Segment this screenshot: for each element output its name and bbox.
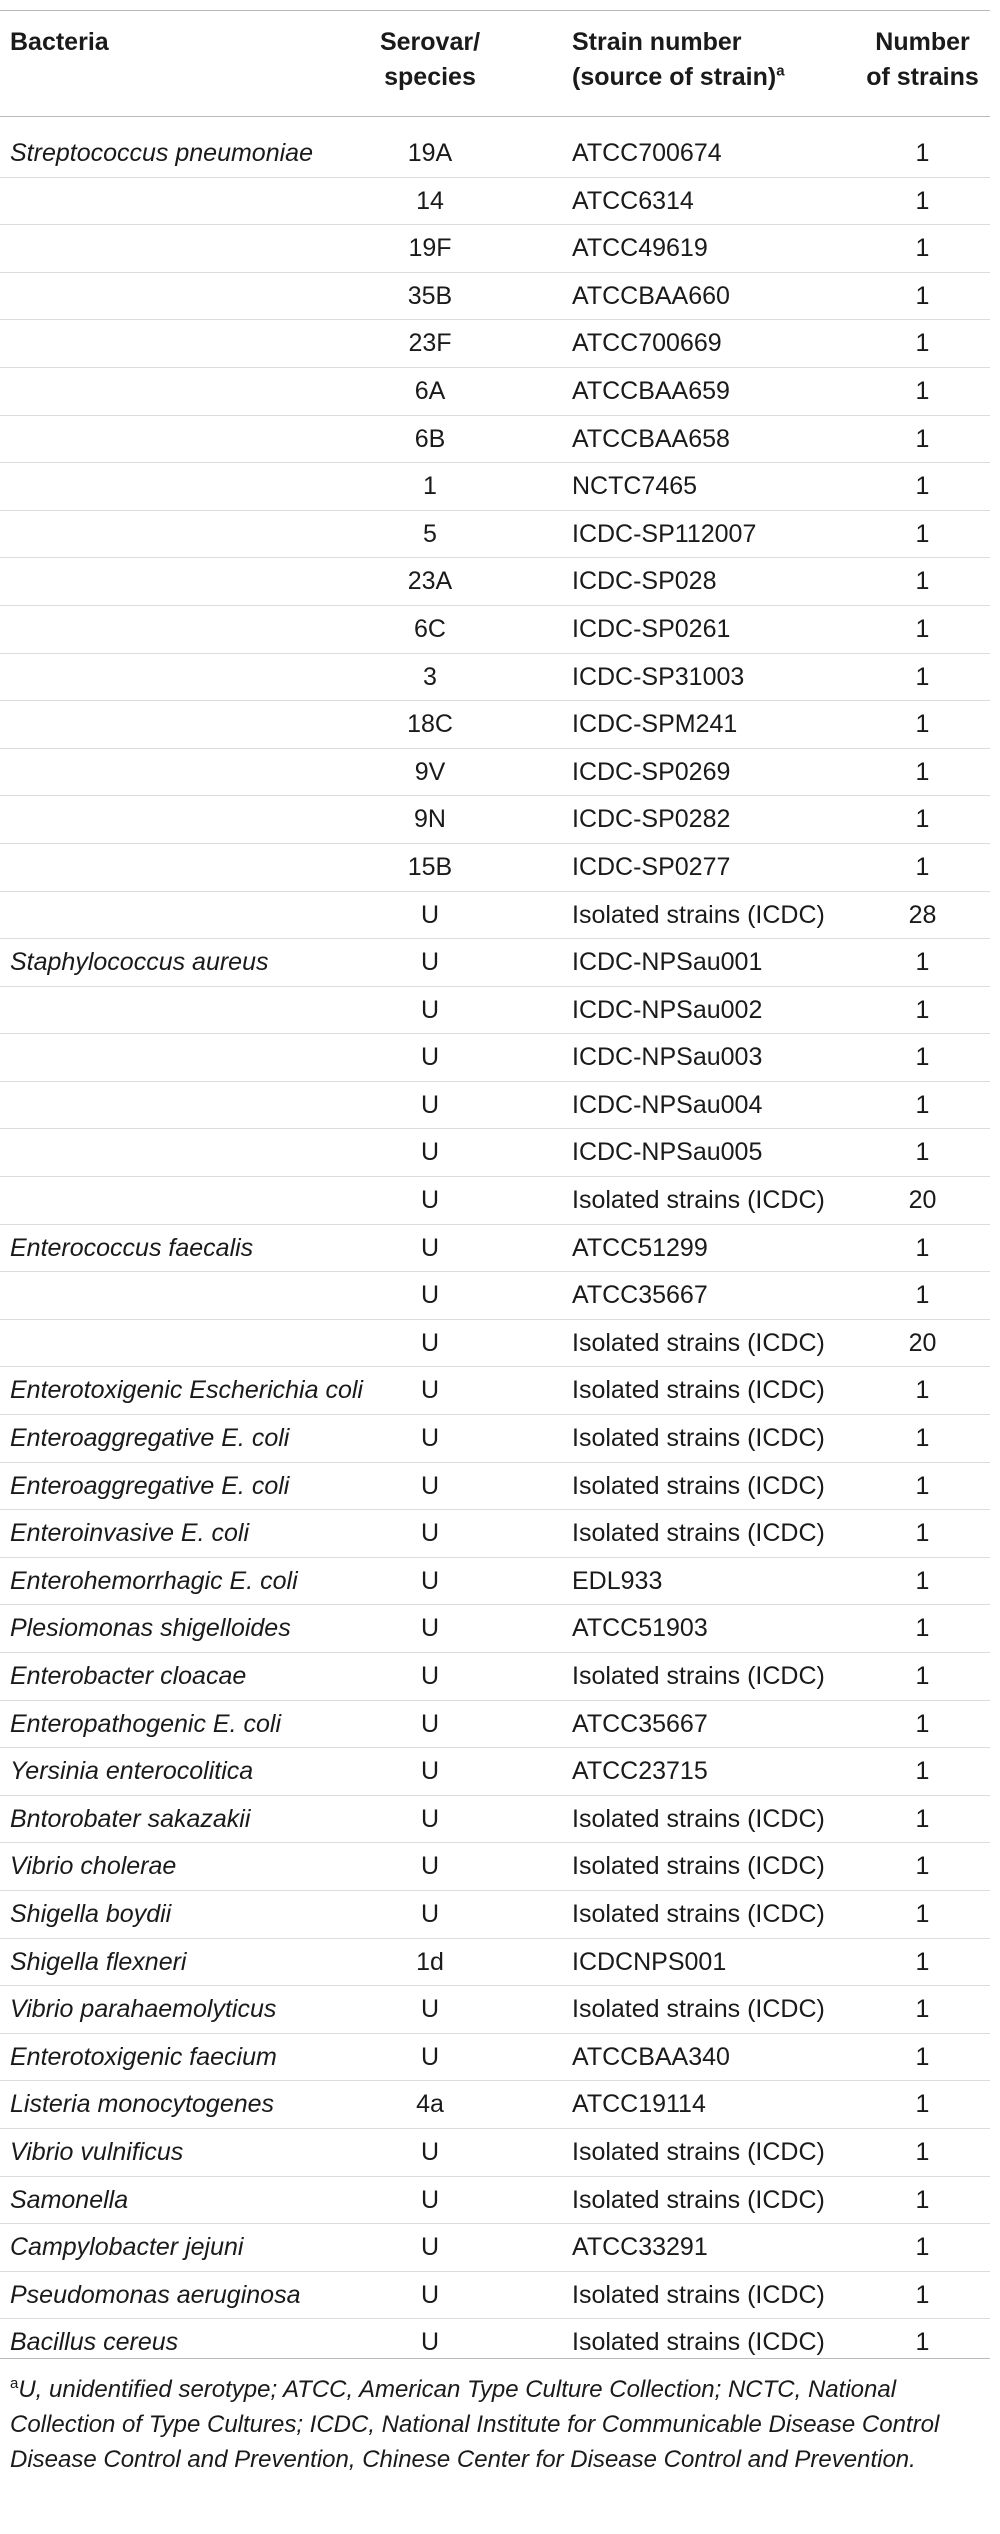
cell-serovar: U — [420, 1995, 440, 2024]
cell-number-of-strains: 1 — [915, 757, 930, 786]
cell-serovar: U — [420, 2233, 440, 2262]
cell-strain-number: ICDC-SP028 — [572, 567, 717, 596]
table-top-rule — [0, 10, 990, 11]
table-row — [0, 701, 1000, 749]
cell-strain-number: ICDC-SP31003 — [572, 662, 745, 691]
header-serovar-line2: species — [384, 63, 476, 91]
cell-number-of-strains: 1 — [915, 139, 930, 167]
cell-strain-number: ATCCBAA658 — [572, 424, 730, 453]
cell-strain-number: ICDC-SP0261 — [572, 614, 731, 643]
cell-strain-number: Isolated strains (ICDC) — [572, 1804, 825, 1833]
cell-serovar: 1 — [423, 472, 437, 501]
cell-strain-number: ATCC19114 — [572, 2090, 706, 2119]
cell-number-of-strains: 1 — [915, 2090, 930, 2119]
cell-serovar: U — [420, 2185, 440, 2214]
cell-serovar: U — [420, 1471, 440, 1500]
cell-serovar: U — [420, 1233, 440, 1262]
table-row — [0, 2319, 1000, 2367]
cell-number-of-strains: 1 — [915, 1995, 930, 2024]
table-row — [0, 558, 1000, 606]
cell-serovar: U — [420, 1566, 440, 1595]
cell-strain-number: ICDC-SP0269 — [572, 757, 731, 786]
table-row — [0, 1701, 1000, 1749]
cell-serovar: 6C — [414, 614, 446, 643]
cell-strain-number: ICDC-SP0277 — [572, 852, 731, 881]
cell-strain-number: ATCC51903 — [572, 1614, 708, 1643]
cell-bacteria: Enterotoxigenic Escherichia coli — [10, 1376, 363, 1405]
cell-bacteria: Enterobacter cloacae — [10, 1662, 247, 1690]
cell-bacteria: Enterotoxigenic faecium — [10, 2042, 277, 2071]
cell-number-of-strains: 1 — [915, 1804, 930, 1833]
cell-strain-number: Isolated strains (ICDC) — [572, 1852, 825, 1881]
cell-bacteria: Staphylococcus aureus — [10, 948, 269, 977]
cell-bacteria: Streptococcus pneumoniae — [10, 139, 313, 167]
cell-serovar: 23A — [407, 567, 453, 596]
cell-number-of-strains: 1 — [915, 234, 930, 263]
cell-number-of-strains: 1 — [915, 1424, 930, 1453]
table-row — [0, 892, 1000, 940]
cell-number-of-strains: 1 — [915, 614, 930, 643]
table-row — [0, 1939, 1000, 1987]
cell-number-of-strains: 1 — [915, 2233, 930, 2262]
cell-bacteria: Shigella boydii — [10, 1899, 172, 1928]
cell-strain-number: Isolated strains (ICDC) — [572, 1519, 825, 1548]
cell-number-of-strains: 1 — [915, 1709, 930, 1738]
cell-serovar: U — [420, 1138, 440, 1167]
cell-strain-number: ICDC-NPSau005 — [572, 1138, 763, 1167]
cell-bacteria: Vibrio parahaemolyticus — [10, 1995, 277, 2024]
table-row — [0, 416, 1000, 464]
cell-bacteria: Pseudomonas aeruginosa — [10, 2280, 301, 2309]
cell-serovar: 1d — [416, 1947, 444, 1976]
cell-bacteria: Campylobacter jejuni — [10, 2233, 244, 2262]
table-row — [0, 1891, 1000, 1939]
table-row — [0, 1129, 1000, 1177]
header-bacteria — [10, 25, 109, 60]
cell-number-of-strains: 1 — [915, 2280, 930, 2309]
cell-strain-number: Isolated strains (ICDC) — [572, 2328, 825, 2357]
cell-bacteria: Bacillus cereus — [10, 2328, 179, 2357]
cell-serovar: 19A — [407, 139, 453, 167]
header-number-line2: of strains — [866, 63, 979, 91]
table-row — [0, 796, 1000, 844]
cell-strain-number: ICDC-NPSau001 — [572, 948, 763, 977]
cell-number-of-strains: 1 — [915, 1233, 930, 1262]
cell-serovar: U — [420, 1614, 440, 1643]
cell-serovar: U — [420, 1757, 440, 1786]
cell-number-of-strains: 1 — [915, 1043, 930, 1072]
cell-bacteria: Enteroaggregative E. coli — [10, 1471, 290, 1500]
cell-strain-number: NCTC7465 — [572, 472, 698, 501]
table-row — [0, 1415, 1000, 1463]
cell-serovar: U — [420, 1424, 440, 1453]
cell-number-of-strains: 1 — [915, 2042, 930, 2071]
cell-number-of-strains: 1 — [915, 662, 930, 691]
table-row — [0, 2034, 1000, 2082]
cell-strain-number: Isolated strains (ICDC) — [572, 1376, 825, 1405]
cell-serovar: U — [420, 900, 440, 929]
table-row — [0, 511, 1000, 559]
cell-number-of-strains: 1 — [915, 1138, 930, 1167]
cell-number-of-strains: 1 — [915, 1566, 930, 1595]
cell-number-of-strains: 1 — [915, 948, 930, 977]
cell-strain-number: Isolated strains (ICDC) — [572, 2280, 825, 2309]
table-row — [0, 130, 1000, 178]
cell-bacteria: Enterococcus faecalis — [10, 1233, 254, 1262]
cell-serovar: U — [420, 1186, 440, 1215]
table-bottom-rule — [0, 2358, 990, 2359]
cell-number-of-strains: 1 — [915, 1519, 930, 1548]
table-row — [0, 1082, 1000, 1130]
cell-number-of-strains: 1 — [915, 1376, 930, 1405]
table-footnote — [10, 2372, 988, 2477]
cell-number-of-strains: 1 — [915, 567, 930, 596]
header-strain-line2-text: (source of strain) — [572, 63, 777, 91]
cell-strain-number: ATCC6314 — [572, 186, 694, 215]
table-row — [0, 939, 1000, 987]
table-row — [0, 1843, 1000, 1891]
table-row — [0, 368, 1000, 416]
cell-serovar: 15B — [407, 852, 453, 881]
table-row — [0, 1367, 1000, 1415]
table-body — [0, 130, 1000, 2367]
table-row — [0, 1177, 1000, 1225]
table-row — [0, 273, 1000, 321]
cell-number-of-strains: 1 — [915, 710, 930, 739]
cell-strain-number: ICDC-SPM241 — [572, 710, 738, 739]
cell-strain-number: Isolated strains (ICDC) — [572, 900, 825, 929]
header-strain-line1: Strain number — [572, 28, 742, 56]
table-row — [0, 844, 1000, 892]
cell-number-of-strains: 28 — [908, 900, 937, 929]
cell-serovar: U — [420, 2328, 440, 2357]
cell-strain-number: ICDC-SP112007 — [572, 519, 757, 548]
cell-strain-number: ATCCBAA340 — [572, 2042, 730, 2071]
table-row — [0, 1986, 1000, 2034]
cell-number-of-strains: 1 — [915, 329, 930, 358]
table-row — [0, 1463, 1000, 1511]
cell-number-of-strains: 1 — [915, 1947, 930, 1976]
cell-strain-number: EDL933 — [572, 1566, 663, 1595]
table-row — [0, 1796, 1000, 1844]
cell-bacteria: Shigella flexneri — [10, 1947, 187, 1976]
cell-serovar: 35B — [407, 281, 453, 310]
cell-strain-number: ATCCBAA660 — [572, 281, 730, 310]
cell-serovar: 23F — [408, 329, 452, 358]
cell-strain-number: Isolated strains (ICDC) — [572, 1424, 825, 1453]
table-row — [0, 749, 1000, 797]
cell-serovar: U — [420, 1852, 440, 1881]
cell-strain-number: Isolated strains (ICDC) — [572, 1328, 825, 1357]
cell-bacteria: Vibrio vulnificus — [10, 2137, 184, 2166]
cell-serovar: 9V — [414, 757, 446, 786]
table-row — [0, 463, 1000, 511]
cell-number-of-strains: 1 — [915, 805, 930, 834]
cell-number-of-strains: 1 — [915, 995, 930, 1024]
table-row — [0, 1320, 1000, 1368]
table-row — [0, 606, 1000, 654]
cell-number-of-strains: 1 — [915, 1614, 930, 1643]
cell-bacteria: Bntorobater sakazakii — [10, 1804, 251, 1833]
cell-bacteria: Plesiomonas shigelloides — [10, 1614, 291, 1643]
cell-bacteria: Enteropathogenic E. coli — [10, 1709, 282, 1738]
cell-bacteria: Enteroaggregative E. coli — [10, 1424, 290, 1453]
cell-number-of-strains: 1 — [915, 2137, 930, 2166]
cell-serovar: U — [420, 2042, 440, 2071]
cell-number-of-strains: 1 — [915, 1662, 930, 1690]
cell-serovar: 14 — [416, 186, 444, 215]
cell-strain-number: ICDC-NPSau002 — [572, 995, 763, 1024]
cell-strain-number: ATCCBAA659 — [572, 376, 730, 405]
footnote-marker: a — [10, 2375, 19, 2392]
header-number-line1: Number — [875, 28, 970, 56]
cell-strain-number: ICDC-NPSau003 — [572, 1043, 763, 1072]
cell-serovar: 6B — [414, 424, 446, 453]
cell-strain-number: ATCC33291 — [572, 2233, 708, 2262]
cell-number-of-strains: 1 — [915, 519, 930, 548]
cell-number-of-strains: 1 — [915, 1471, 930, 1500]
cell-serovar: 6A — [414, 376, 446, 405]
table-row — [0, 654, 1000, 702]
cell-number-of-strains: 1 — [915, 1757, 930, 1786]
cell-number-of-strains: 1 — [915, 281, 930, 310]
header-number — [860, 25, 985, 95]
cell-strain-number: Isolated strains (ICDC) — [572, 1662, 825, 1690]
cell-number-of-strains: 1 — [915, 1090, 930, 1119]
cell-bacteria: Enterohemorrhagic E. coli — [10, 1566, 298, 1595]
cell-strain-number: ATCC35667 — [572, 1281, 708, 1310]
cell-bacteria: Yersinia enterocolitica — [10, 1757, 254, 1786]
cell-serovar: U — [420, 1376, 440, 1405]
cell-strain-number: ATCC700669 — [572, 329, 722, 358]
cell-serovar: U — [420, 1709, 440, 1738]
table-row — [0, 1510, 1000, 1558]
cell-serovar: 3 — [423, 662, 437, 691]
cell-number-of-strains: 1 — [915, 852, 930, 881]
cell-strain-number: ATCC23715 — [572, 1757, 708, 1786]
cell-number-of-strains: 1 — [915, 1852, 930, 1881]
cell-strain-number: ATCC49619 — [572, 234, 708, 263]
cell-serovar: U — [420, 1043, 440, 1072]
cell-number-of-strains: 1 — [915, 376, 930, 405]
table-row — [0, 2224, 1000, 2272]
table-row — [0, 2272, 1000, 2320]
cell-serovar: 5 — [423, 519, 437, 548]
cell-strain-number: Isolated strains (ICDC) — [572, 2137, 825, 2166]
cell-serovar: U — [420, 2137, 440, 2166]
table-row — [0, 178, 1000, 226]
table-row — [0, 2129, 1000, 2177]
table-row — [0, 1748, 1000, 1796]
cell-number-of-strains: 1 — [915, 186, 930, 215]
cell-number-of-strains: 1 — [915, 472, 930, 501]
cell-number-of-strains: 20 — [908, 1186, 937, 1215]
cell-number-of-strains: 1 — [915, 2328, 930, 2357]
cell-serovar: 18C — [407, 710, 453, 739]
table-row — [0, 225, 1000, 273]
header-bacteria-label: Bacteria — [10, 28, 109, 56]
cell-serovar: 19F — [408, 234, 452, 263]
cell-number-of-strains: 1 — [915, 2185, 930, 2214]
cell-number-of-strains: 1 — [915, 1899, 930, 1928]
cell-serovar: U — [420, 1804, 440, 1833]
cell-strain-number: ATCC51299 — [572, 1233, 708, 1262]
cell-strain-number: ICDC-NPSau004 — [572, 1090, 763, 1119]
cell-serovar: U — [420, 1899, 440, 1928]
cell-serovar: 9N — [414, 805, 446, 834]
cell-number-of-strains: 1 — [915, 1281, 930, 1310]
cell-number-of-strains: 20 — [908, 1328, 937, 1357]
cell-strain-number: Isolated strains (ICDC) — [572, 1471, 825, 1500]
header-serovar-line1: Serovar/ — [379, 28, 481, 56]
cell-strain-number: Isolated strains (ICDC) — [572, 2185, 825, 2214]
cell-bacteria: Samonella — [10, 2185, 129, 2214]
cell-strain-number: ATCC700674 — [572, 139, 722, 167]
header-strain-footnote-marker: a — [776, 62, 785, 80]
cell-strain-number: ATCC35667 — [572, 1709, 708, 1738]
table-row — [0, 1558, 1000, 1606]
table-row — [0, 2177, 1000, 2225]
cell-bacteria: Enteroinvasive E. coli — [10, 1519, 250, 1548]
header-strain-line2 — [572, 60, 785, 95]
cell-serovar: U — [420, 1281, 440, 1310]
cell-strain-number: Isolated strains (ICDC) — [572, 1186, 825, 1215]
cell-bacteria: Vibrio cholerae — [10, 1852, 177, 1881]
table-row — [0, 1034, 1000, 1082]
cell-strain-number: Isolated strains (ICDC) — [572, 1995, 825, 2024]
table-row — [0, 1225, 1000, 1273]
header-serovar — [360, 25, 500, 95]
cell-bacteria: Listeria monocytogenes — [10, 2090, 275, 2119]
cell-strain-number: Isolated strains (ICDC) — [572, 1899, 825, 1928]
cell-serovar: U — [420, 2280, 440, 2309]
cell-serovar: 4a — [416, 2090, 444, 2119]
table-row — [0, 1605, 1000, 1653]
cell-serovar: U — [420, 1090, 440, 1119]
table-row — [0, 2081, 1000, 2129]
footnote-text: U, unidentified serotype; ATCC, American Type Culture Collection; NCTC, National Collection of Type Cultures; ICDC, National Institute for Communicable Disease Control Disease Control and Prevention, Chinese Center for Disease Control and Prevention. — [10, 2376, 940, 2473]
cell-serovar: U — [420, 1328, 440, 1357]
table-row — [0, 1272, 1000, 1320]
cell-strain-number: ICDC-SP0282 — [572, 805, 731, 834]
cell-strain-number: ICDCNPS001 — [572, 1947, 727, 1976]
cell-serovar: U — [420, 1662, 440, 1690]
header-strain — [572, 25, 785, 95]
cell-serovar: U — [420, 995, 440, 1024]
cell-serovar: U — [420, 1519, 440, 1548]
header-bottom-rule — [0, 116, 990, 117]
cell-number-of-strains: 1 — [915, 424, 930, 453]
table-row — [0, 1653, 1000, 1701]
table-row — [0, 987, 1000, 1035]
cell-serovar: U — [420, 948, 440, 977]
table-row — [0, 320, 1000, 368]
